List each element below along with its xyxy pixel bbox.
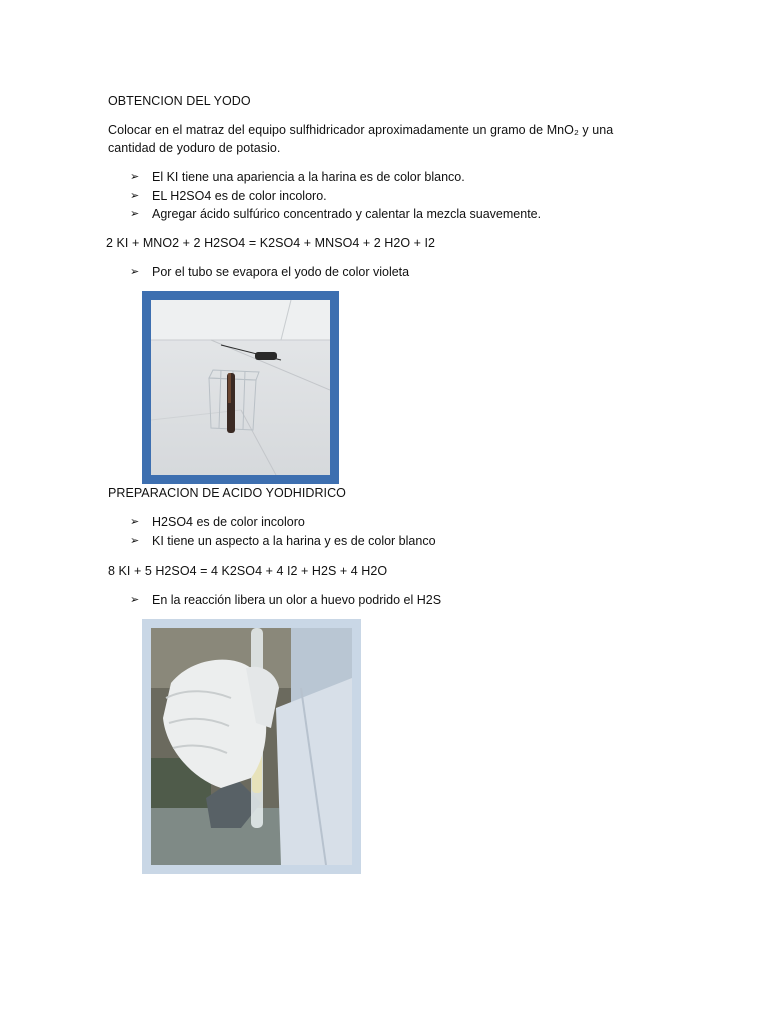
- arrow-bullet-icon: ➢: [130, 535, 140, 547]
- arrow-bullet-icon: ➢: [130, 190, 140, 202]
- photo-gloved-hand-test-tube: [142, 619, 361, 874]
- bullet-text: Agregar ácido sulfúrico concentrado y calentar la mezcla suavemente.: [152, 207, 542, 221]
- arrow-bullet-icon: ➢: [130, 208, 140, 220]
- intro-line-1: Colocar en el matraz del equipo sulfhidricador aproximadamente un gramo de MnO₂ y una: [108, 123, 614, 137]
- arrow-bullet-icon: ➢: [130, 266, 140, 278]
- bullet-text: EL H2SO4 es de color incoloro.: [152, 189, 327, 203]
- photo-test-tube-rack-image: [151, 300, 330, 475]
- intro-line-2: cantidad de yoduro de potasio.: [108, 141, 281, 155]
- section-title-obtencion: OBTENCION DEL YODO: [108, 94, 251, 108]
- arrow-bullet-icon: ➢: [130, 594, 140, 606]
- bullet-text: KI tiene un aspecto a la harina y es de color blanco: [152, 534, 436, 548]
- bullet-text: H2SO4 es de color incoloro: [152, 515, 305, 529]
- photo-test-tube-rack: [142, 291, 339, 484]
- equation-1: 2 KI + MNO2 + 2 H2SO4 = K2SO4 + MNSO4 + 2 H2O + I2: [106, 236, 436, 250]
- bullet-text: El KI tiene una apariencia a la harina es de color blanco.: [152, 170, 465, 184]
- arrow-bullet-icon: ➢: [130, 516, 140, 528]
- arrow-bullet-icon: ➢: [130, 171, 140, 183]
- equation-2: 8 KI + 5 H2SO4 = 4 K2SO4 + 4 I2 + H2S + 4 H2O: [108, 564, 388, 578]
- bullet-text: Por el tubo se evapora el yodo de color violeta: [152, 265, 410, 279]
- photo-gloved-hand-image: [151, 628, 352, 865]
- section-title-preparacion: PREPARACION DE ACIDO YODHIDRICO: [108, 486, 346, 500]
- bullet-text: En la reacción libera un olor a huevo podrido el H2S: [152, 593, 442, 607]
